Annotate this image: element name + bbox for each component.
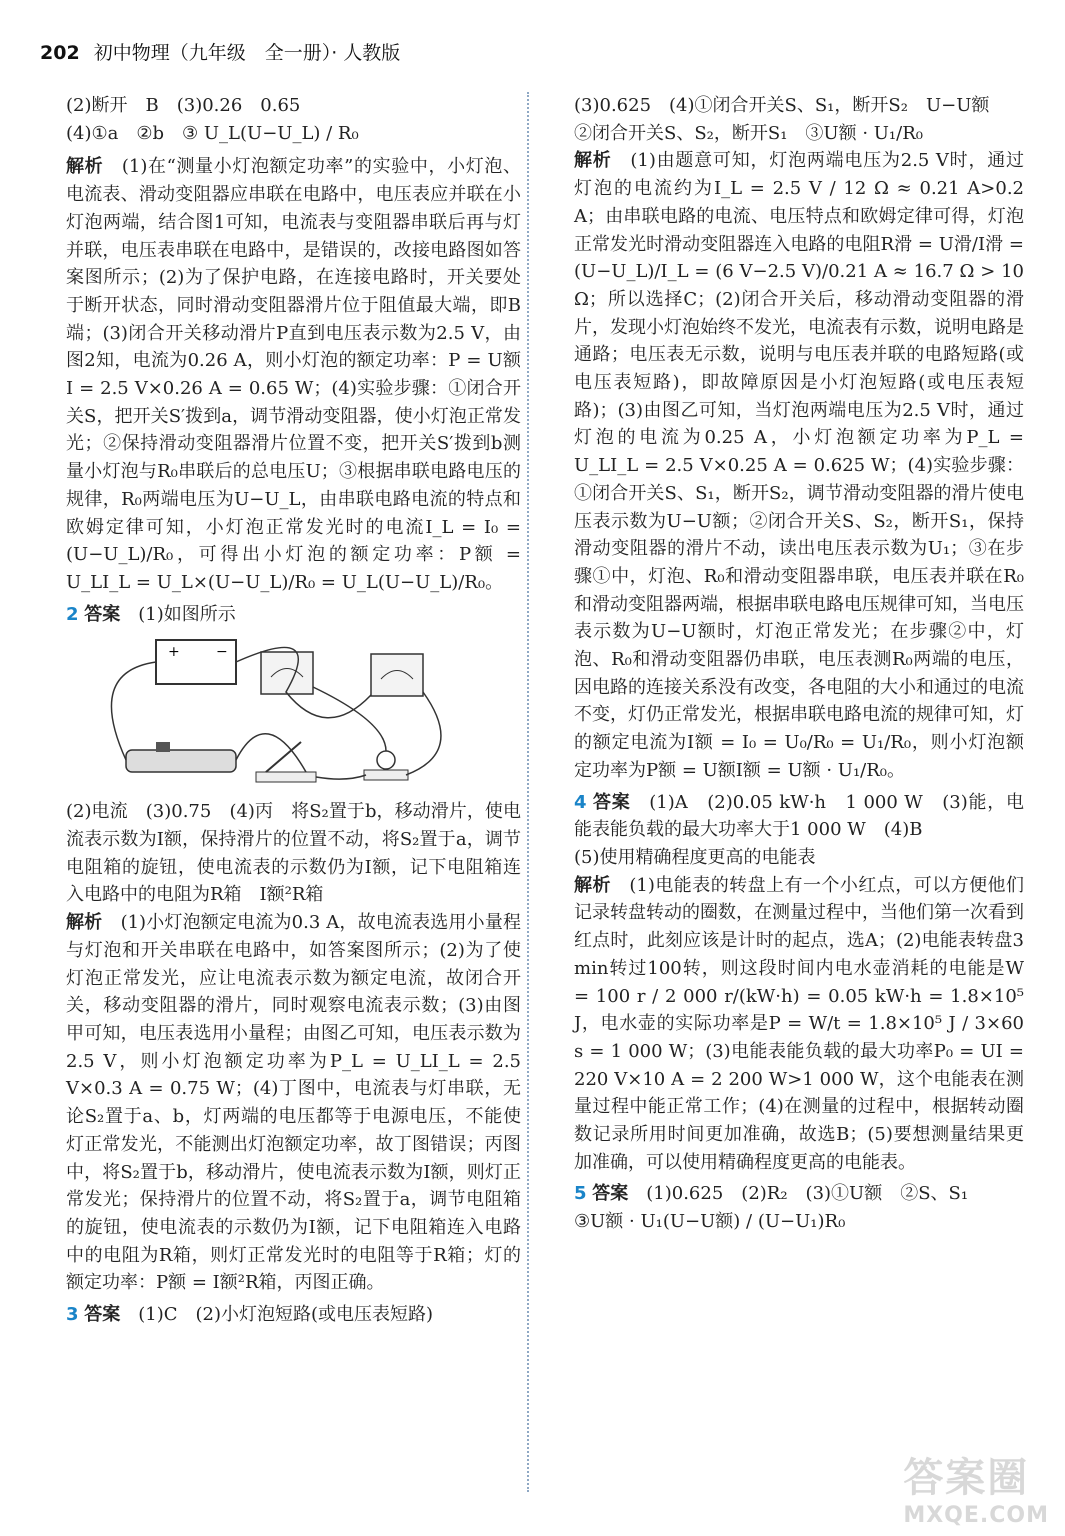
analysis-paragraph xyxy=(66,909,521,1297)
bulb-icon xyxy=(377,751,395,769)
answer-text: (1)C (2)小灯泡短路(或电压表短路) xyxy=(138,1304,434,1326)
question-number: 3 xyxy=(66,1304,79,1326)
analysis-label: 解析 xyxy=(66,912,103,934)
question-number: 5 xyxy=(574,1183,587,1205)
question-3-answer xyxy=(66,1301,521,1329)
circuit-diagram xyxy=(86,632,506,792)
rheostat-slider-icon xyxy=(156,742,170,752)
answer-text: (1)A (2)0.05 kW·h 1 000 W (3)能，电能表能负载的最大功率大于1 000 W (4)B xyxy=(574,791,1025,841)
analysis-paragraph xyxy=(574,872,1024,1177)
answer-label: 答案 xyxy=(592,1183,629,1205)
circuit-svg xyxy=(86,632,506,792)
battery-plus-icon: + xyxy=(168,644,180,661)
bulb-base-icon xyxy=(364,770,408,780)
wire xyxy=(111,662,156,760)
battery-minus-icon: − xyxy=(216,644,228,661)
right-column xyxy=(574,92,1024,1236)
answer-line: (3)0.625 (4)①闭合开关S、S₁，断开S₂ U−U额 xyxy=(574,95,990,116)
question-number: 2 xyxy=(66,603,79,625)
book-title: 初中物理（九年级 全一册）· 人教版 xyxy=(93,42,401,64)
rheostat-icon xyxy=(126,750,236,772)
ammeter-icon xyxy=(261,652,313,694)
answer-label: 答案 xyxy=(84,603,121,625)
column-divider xyxy=(527,92,529,1492)
answer-line: ③U额 · U₁(U−U额) / (U−U₁)R₀ xyxy=(574,1211,846,1233)
question-4-answer xyxy=(574,789,1024,844)
analysis-label: 解析 xyxy=(66,156,104,178)
question-number: 4 xyxy=(574,791,587,813)
analysis-text: (1)在“测量小灯泡额定功率”的实验中，小灯泡、电流表、滑动变阻器应串联在电路中，电压表应并联在小灯泡两端，结合图1可知，电流表与变阻器串联后再与灯并联，电压表串联在电路中，是错误的，改接电路图如答案图所示；(2)为了保护电路，在连接电路时，开关要处于断开状态，同时滑动变阻器滑片位于阻值最大端，即B端；(3)闭合开关移动滑片P直到电压表示数为2.5 V，由图2知，电流为0.26 A，则小灯泡的额定功率：P = U额I = 2.5 V×0.26 A = 0.65 W；(4)实验步骤：①闭合开关S，把开关S′拨到a，调节滑动变阻器，使小灯泡正常发光；②保持滑动变阻器滑片位置不变，把开关S′拨到b测量小灯泡与R₀串联后的总电压U；③根据串联电路电压的规律，R₀两端电压为U−U_L，由串联电路电流的特点和欧姆定律可知，小灯泡正常发光时的电流I_L = I₀ = (U−U_L)/R₀，可得出小灯泡的额定功率：P额 = U_LI_L = U_L×(U−U_L)/R₀ = U_L(U−U_L)/R₀。 xyxy=(66,156,522,593)
wire xyxy=(236,734,306,772)
answer-text: (1)如图所示 xyxy=(138,603,236,625)
answer-label: 答案 xyxy=(593,791,631,813)
question-5-answer xyxy=(574,1180,1024,1208)
answer-paragraph: (2)电流 (3)0.75 (4)丙 将S₂置于b，移动滑片，使电流表示数为I额，保持滑片的位置不动，将S₂置于a，调节电阻箱的旋钮，使电流表的示数仍为I额，记下电阻箱连入电路中的电阻为R箱 I额²R箱 xyxy=(66,801,521,906)
answer-line: (4)①a ②b ③ U_L(U−U_L) / R₀ xyxy=(66,122,359,144)
left-column xyxy=(66,92,521,1329)
answer-line: ②闭合开关S、S₂，断开S₁ ③U额 · U₁/R₀ xyxy=(574,122,923,144)
page-number: 202 xyxy=(40,42,80,64)
wire xyxy=(316,775,366,779)
analysis-text: (1)由题意可知，灯泡两端电压为2.5 V时，通过灯泡的电流约为I_L = 2.5 V / 12 Ω ≈ 0.21 A>0.2 A；由串联电路的电流、电压特点和欧姆定律可得，灯泡正常发光时滑动变阻器连入电路的电阻R滑 = U滑/I滑 = (U−U_L)/I_L = (6 V−2.5 V)/0.21 A ≈ 16.7 Ω > 10 Ω；所以选择C；(2)闭合开关后，移动滑动变阻器的滑片，发现小灯泡始终不发光，电流表有示数，说明电路是通路；电压表无示数，说明与电压表并联的电路短路(或电压表短路)，即故障原因是小灯泡短路(或电压表短路)；(3)由图乙可知，当灯泡两端电压为2.5 V时，通过灯泡的电流为0.25 A，小灯泡额定功率为P_L = U_LI_L = 2.5 V×0.25 A = 0.625 W；(4)实验步骤：①闭合开关S、S₁，断开S₂，调节滑动变阻器的滑片使电压表示数为U−U额；②闭合开关S、S₂，断开S₁，保持滑动变阻器的滑片不动，读出电压表示数为U₁；③在步骤①中，灯泡、R₀和滑动变阻器串联，电压表并联在R₀和滑动变阻器两端，根据串联电路电压规律可知，当电压表示数为U−U额时，灯泡正常发光；在步骤②中，灯泡、R₀和滑动变阻器仍串联，电压表测R₀两端的电压，因电路的连接关系没有改变，各电阻的大小和通过的电流不变，灯仍正常发光，根据串联电路电流的规律可知，灯的额定电流为I额 = I₀ = U₀/R₀ = U₁/R₀，则小灯泡额定功率为P额 = U额I额 = U额 · U₁/R₀。 xyxy=(574,150,1025,781)
answer-line: (5)使用精确程度更高的电能表 xyxy=(574,846,816,868)
analysis-paragraph xyxy=(574,147,1024,784)
analysis-label: 解析 xyxy=(574,874,611,896)
analysis-paragraph xyxy=(66,153,521,596)
question-2-answer xyxy=(66,601,521,629)
voltmeter-icon xyxy=(371,654,423,696)
answer-label: 答案 xyxy=(84,1304,121,1326)
answer-line: (2)断开 B (3)0.26 0.65 xyxy=(66,95,301,116)
watermark-line-2: MXQE.COM xyxy=(903,1503,1049,1528)
switch-base-icon xyxy=(256,772,316,782)
watermark-logo xyxy=(903,1446,1049,1528)
page-header xyxy=(40,38,400,65)
analysis-text: (1)小灯泡额定电流为0.3 A，故电流表选用小量程与灯泡和开关串联在电路中，如答案图所示；(2)为了使灯泡正常发光，应让电流表示数为额定电流，故闭合开关，移动变阻器的滑片，同时观察电流表示数；(3)由图甲可知，电压表选用小量程；由图乙可知，电压表示数为2.5 V，则小灯泡额定功率为P_L = U_LI_L = 2.5 V×0.3 A = 0.75 W；(4)丁图中，电流表与灯串联，无论S₂置于a、b，灯两端的电压都等于电源电压，不能使灯正常发光，不能测出灯泡额定功率，故丁图错误；丙图中，将S₂置于b，移动滑片，使电流表示数为I额，则灯正常发光；保持滑片的位置不动，将S₂置于a，调节电阻箱的旋钮，使电流表的示数仍为I额，记下电阻箱连入电路中的电阻为R箱，则灯正常发光时的电阻等于R箱；灯的额定功率：P额 = I额²R箱，丙图正确。 xyxy=(66,912,522,1294)
wire xyxy=(406,692,441,775)
watermark-line-1: 答案圈 xyxy=(903,1455,1030,1501)
answer-text: (1)0.625 (2)R₂ (3)①U额 ②S、S₁ xyxy=(646,1183,969,1205)
analysis-label: 解析 xyxy=(574,150,612,172)
analysis-text: (1)电能表的转盘上有一个小红点，可以方便他们记录转盘转动的圈数，在测量过程中，当他们第一次看到红点时，此刻应该是计时的起点，选A；(2)电能表转盘3 min转过100转，则这段时间内电水壶消耗的电能是W = 100 r / 2 000 r/(kW·h) = 0.05 kW·h = 1.8×10⁵ J，电水壶的实际功率是P = W/t = 1.8×10⁵ J / 3×60 s = 1 000 W；(3)电能表能负载的最大功率P₀ = UI = 220 V×10 A = 2 200 W>1 000 W，这个电能表在测量过程中能正常工作；(4)在测量的过程中，根据转动圈数记录所用时间更加准确，故选B；(5)要想测量结果更加准确，可以使用精确程度更高的电能表。 xyxy=(574,874,1025,1173)
